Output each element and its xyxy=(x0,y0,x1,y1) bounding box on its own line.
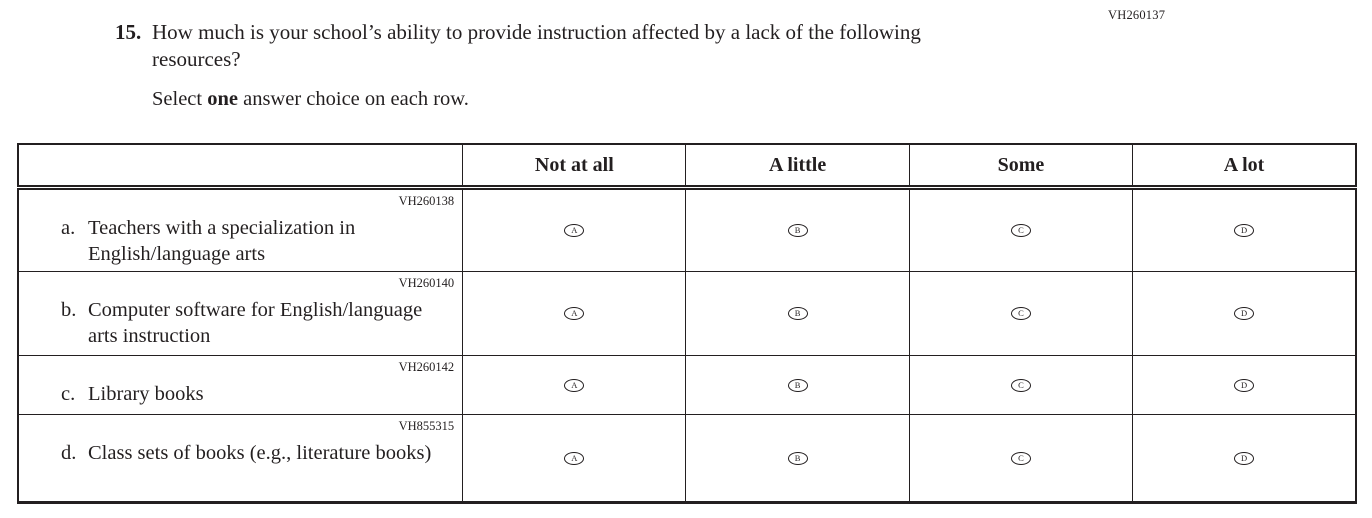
item-text: Class sets of books (e.g., literature books) xyxy=(88,442,432,464)
answer-bubble-c-a-lot[interactable]: D xyxy=(1234,379,1254,392)
answer-bubble-b-some[interactable]: C xyxy=(1011,307,1031,320)
select-instruction xyxy=(152,86,1004,112)
column-header-some: Some xyxy=(909,144,1132,188)
select-instruction-suffix: answer choice on each row. xyxy=(237,88,469,110)
question-body xyxy=(152,19,1004,112)
option-cell xyxy=(686,272,909,356)
answer-bubble-c-some[interactable]: C xyxy=(1011,379,1031,392)
option-cell xyxy=(1133,188,1356,272)
option-cell xyxy=(909,272,1132,356)
table-row-d xyxy=(18,415,1356,503)
item-cell-c xyxy=(18,356,463,415)
item-letter: c. xyxy=(61,383,76,405)
item-label xyxy=(61,440,462,466)
column-header-a-lot: A lot xyxy=(1133,144,1356,188)
option-cell xyxy=(463,415,686,503)
answer-bubble-c-a-little[interactable]: B xyxy=(788,379,808,392)
answer-bubble-d-a-little[interactable]: B xyxy=(788,452,808,465)
form-code: VH260137 xyxy=(1108,8,1166,22)
option-cell xyxy=(1133,272,1356,356)
answer-bubble-c-not-at-all[interactable]: A xyxy=(564,379,584,392)
item-text: Library books xyxy=(88,383,204,405)
header-blank-cell xyxy=(18,144,463,188)
answer-matrix-table xyxy=(17,143,1357,504)
column-header-not-at-all: Not at all xyxy=(463,144,686,188)
answer-bubble-a-not-at-all[interactable]: A xyxy=(564,224,584,237)
item-text: Teachers with a specialization in English/language arts xyxy=(88,217,356,265)
question-block xyxy=(115,19,1004,112)
item-label xyxy=(61,215,462,267)
select-instruction-prefix: Select xyxy=(152,88,208,110)
answer-bubble-b-a-lot[interactable]: D xyxy=(1234,307,1254,320)
item-letter: b. xyxy=(61,299,77,321)
table-row-c xyxy=(18,356,1356,415)
answer-bubble-a-some[interactable]: C xyxy=(1011,224,1031,237)
answer-bubble-d-some[interactable]: C xyxy=(1011,452,1031,465)
option-cell xyxy=(463,272,686,356)
item-letter: a. xyxy=(61,217,76,239)
item-text: Computer software for English/language arts instruction xyxy=(88,299,423,347)
answer-bubble-b-not-at-all[interactable]: A xyxy=(564,307,584,320)
select-instruction-bold: one xyxy=(207,88,238,110)
table-row-a xyxy=(18,188,1356,272)
option-cell xyxy=(909,188,1132,272)
item-cell-b xyxy=(18,272,463,356)
option-cell xyxy=(1133,415,1356,503)
answer-bubble-d-not-at-all[interactable]: A xyxy=(564,452,584,465)
question-number: 15. xyxy=(115,20,142,44)
answer-bubble-a-a-lot[interactable]: D xyxy=(1234,224,1254,237)
answer-bubble-d-a-lot[interactable]: D xyxy=(1234,452,1254,465)
item-code: VH260138 xyxy=(398,194,455,208)
item-label xyxy=(61,381,462,407)
option-cell xyxy=(463,188,686,272)
item-label xyxy=(61,297,462,349)
option-cell xyxy=(1133,356,1356,415)
table-row-b xyxy=(18,272,1356,356)
answer-bubble-a-a-little[interactable]: B xyxy=(788,224,808,237)
header-row xyxy=(18,144,1356,188)
item-code: VH260140 xyxy=(398,276,455,290)
item-cell-d xyxy=(18,415,463,503)
item-letter: d. xyxy=(61,442,77,464)
option-cell xyxy=(686,188,909,272)
item-cell-a xyxy=(18,188,463,272)
item-code: VH855315 xyxy=(398,419,455,433)
option-cell xyxy=(686,415,909,503)
answer-bubble-b-a-little[interactable]: B xyxy=(788,307,808,320)
option-cell xyxy=(909,415,1132,503)
column-header-a-little: A little xyxy=(686,144,909,188)
question-text: How much is your school’s ability to provide instruction affected by a lack of the following resources? xyxy=(152,20,921,71)
option-cell xyxy=(909,356,1132,415)
option-cell xyxy=(686,356,909,415)
option-cell xyxy=(463,356,686,415)
item-code: VH260142 xyxy=(398,360,455,374)
